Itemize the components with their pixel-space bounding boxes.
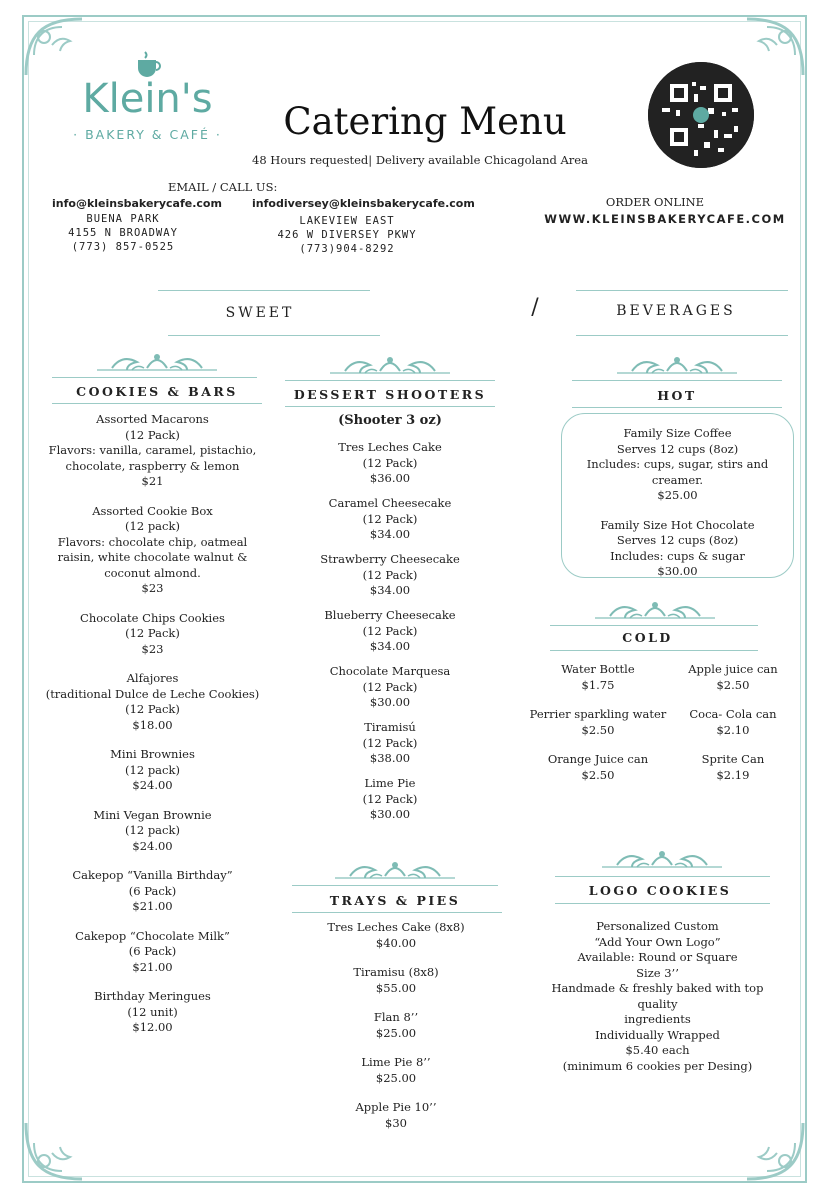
menu-item-price: $40.00	[375, 935, 417, 950]
drink-name: Water Bottle	[561, 662, 635, 676]
logo-cookies-line: (minimum 6 cookies per Desing)	[562, 1058, 753, 1073]
menu-item-line: (6 Pack)	[128, 944, 177, 958]
drink-price: $2.50	[716, 677, 750, 692]
menu-item-price: $30	[385, 1115, 407, 1130]
logo-cookies-line: $5.40 each	[625, 1043, 690, 1057]
location-lakeview-east	[262, 214, 432, 256]
menu-item	[40, 504, 265, 597]
menu-item-line: Cakepop “Vanilla Birthday”	[72, 868, 233, 882]
category-logo-cookies: LOGO COOKIES	[588, 883, 732, 898]
ornament-icon	[92, 350, 222, 376]
menu-item-line: (traditional Dulce de Leche Cookies)	[45, 686, 260, 701]
divider	[555, 876, 770, 877]
order-online-link[interactable]: WWW.KLEINSBAKERYCAFE.COM	[544, 212, 786, 226]
menu-item-line: (12 Pack)	[125, 702, 180, 716]
menu-item-line: (12 Pack)	[125, 626, 180, 640]
divider	[572, 380, 782, 381]
menu-item	[40, 808, 265, 855]
menu-item-price: $36.00	[369, 471, 411, 485]
location-name: LAKEVIEW EAST	[299, 215, 395, 227]
divider	[555, 903, 770, 904]
menu-item-line: Alfajores	[126, 671, 179, 685]
menu-item	[285, 776, 495, 823]
menu-item-line: raisin, white chocolate walnut &	[57, 550, 248, 564]
menu-item	[40, 929, 265, 976]
menu-item-price: $12.00	[132, 1020, 173, 1034]
menu-item	[285, 608, 495, 655]
logo-cookies-line: Available: Round or Square	[577, 950, 738, 964]
menu-item-price: $21.00	[132, 899, 173, 913]
divider	[576, 290, 788, 291]
cold-drink-item	[671, 662, 795, 693]
menu-item-price: $24.00	[132, 838, 173, 853]
menu-item-line: Cakepop “Chocolate Milk”	[75, 928, 230, 943]
drink-price: $2.10	[716, 722, 750, 737]
menu-item-line: (12 Pack)	[362, 511, 418, 526]
divider	[285, 406, 495, 407]
menu-item-price: $25.00	[657, 488, 698, 502]
cold-drink-item	[671, 752, 795, 783]
menu-item-price: $34.00	[369, 527, 411, 541]
divider	[292, 885, 498, 886]
menu-item-line: coconut almond.	[104, 565, 201, 580]
section-divider: /	[531, 295, 539, 320]
corner-ornament-icon	[737, 1113, 807, 1183]
category-cold: COLD	[622, 630, 673, 645]
location-buena-park	[48, 212, 198, 254]
divider	[550, 625, 758, 626]
menu-item-line: Assorted Macarons	[96, 412, 209, 426]
qr-code-icon[interactable]	[648, 62, 754, 168]
menu-item	[290, 1055, 502, 1086]
menu-item	[40, 989, 265, 1036]
menu-item-line: (6 Pack)	[128, 883, 177, 898]
menu-item-price: $30.00	[369, 807, 411, 821]
menu-item	[285, 664, 495, 711]
logo-cookies-info	[530, 919, 785, 1074]
menu-item-line: Strawberry Cheesecake	[320, 552, 460, 566]
menu-item-price: $21.00	[132, 959, 173, 974]
menu-item-price: $25.00	[375, 1025, 417, 1040]
menu-item-line: (12 Pack)	[362, 791, 418, 806]
location-phone[interactable]: (773)904-8292	[299, 243, 395, 255]
ornament-icon	[330, 858, 460, 884]
divider	[550, 650, 758, 651]
menu-item	[40, 747, 265, 794]
menu-item-price: $55.00	[375, 980, 417, 995]
menu-item	[40, 611, 265, 658]
menu-item-price: $18.00	[132, 717, 173, 732]
menu-item-line: Lime Pie	[364, 776, 416, 790]
menu-item-line: Flavors: chocolate chip, oatmeal	[57, 534, 248, 549]
drink-name: Perrier sparkling water	[529, 707, 667, 721]
menu-item-line: (12 Pack)	[362, 455, 418, 470]
email-link-buena-park[interactable]: info@kleinsbakerycafe.com	[52, 197, 222, 210]
drink-price: $2.50	[581, 767, 615, 782]
menu-item-line: Family Size Hot Chocolate	[600, 517, 755, 532]
menu-item-line: Tres Leches Cake	[338, 440, 442, 454]
section-beverages: BEVERAGES	[616, 303, 736, 319]
menu-item-line: Flavors: vanilla, caramel, pistachio,	[48, 443, 257, 457]
menu-item-price: $23	[141, 641, 164, 656]
ornament-icon	[612, 353, 742, 379]
divider	[572, 407, 782, 408]
menu-item-line: (12 Pack)	[125, 427, 180, 442]
page-subtitle: 48 Hours requested| Delivery available Chicagoland Area	[252, 153, 588, 167]
menu-item-price: $30.00	[657, 564, 698, 578]
menu-item-line: Family Size Coffee	[623, 426, 732, 440]
menu-item-price: $34.00	[369, 639, 411, 653]
location-phone[interactable]: (773) 857-0525	[71, 241, 175, 253]
menu-item	[40, 412, 265, 490]
dessert-shooters-list	[285, 440, 495, 832]
menu-item-line: Includes: cups, sugar, stirs and creamer.	[586, 457, 769, 487]
divider	[576, 335, 788, 336]
menu-item-line: Caramel Cheesecake	[328, 496, 452, 510]
brand-name: Klein's	[82, 76, 213, 122]
menu-item	[290, 1010, 502, 1041]
drink-price: $1.75	[581, 677, 615, 692]
menu-item-line: (12 unit)	[127, 1004, 178, 1019]
menu-item-line: Chocolate Marquesa	[329, 664, 451, 678]
menu-item	[561, 518, 794, 580]
menu-item	[285, 552, 495, 599]
menu-item-line: Tiramisú	[364, 720, 416, 734]
menu-item-line: Apple Pie 10’’	[355, 1100, 437, 1114]
shooter-size-note: (Shooter 3 oz)	[338, 413, 442, 428]
divider	[285, 380, 495, 381]
category-dessert-shooters: DESSERT SHOOTERS	[293, 387, 487, 402]
menu-item-line: Includes: cups & sugar	[610, 548, 745, 563]
cold-drink-item	[525, 752, 671, 783]
menu-item	[40, 671, 265, 733]
logo-cookies-line: Handmade & freshly baked with top quality	[551, 981, 764, 1011]
contact-label: EMAIL / CALL US:	[168, 180, 278, 194]
menu-item-price: $30.00	[369, 695, 411, 709]
menu-item-line: (12 Pack)	[362, 567, 418, 582]
menu-item-line: (12 Pack)	[362, 735, 418, 750]
drink-name: Sprite Can	[701, 752, 765, 766]
cookies-bars-list	[40, 412, 265, 1050]
ornament-icon	[597, 847, 727, 873]
logo-cookies-line: Individually Wrapped	[595, 1027, 720, 1042]
cold-drink-item	[671, 707, 795, 738]
drink-name: Orange Juice can	[547, 752, 649, 766]
menu-item	[290, 920, 502, 951]
trays-pies-list	[290, 920, 502, 1145]
cold-drink-item	[525, 707, 671, 738]
email-link-diversey[interactable]: infodiversey@kleinsbakerycafe.com	[252, 197, 475, 210]
menu-item	[290, 1100, 502, 1131]
logo-cookies-line: Personalized Custom	[596, 919, 719, 933]
menu-item-line: Chocolate Chips Cookies	[80, 610, 225, 625]
menu-item-line: Lime Pie 8’’	[361, 1055, 431, 1069]
logo-cookies-line: “Add Your Own Logo”	[594, 934, 721, 949]
menu-item-price: $38.00	[369, 751, 411, 765]
location-street: 426 W DIVERSEY PKWY	[277, 229, 417, 241]
menu-item	[40, 868, 265, 915]
divider	[292, 912, 502, 913]
cold-drinks-grid	[525, 662, 795, 783]
menu-item-line: Assorted Cookie Box	[92, 503, 213, 518]
ornament-icon	[590, 598, 720, 624]
menu-item-line: Flan 8’’	[373, 1010, 419, 1024]
menu-item-line: (12 pack)	[125, 519, 180, 533]
menu-item	[561, 426, 794, 504]
logo-cookies-line: ingredients	[624, 1012, 691, 1026]
drink-price: $2.50	[581, 722, 615, 737]
menu-item-price: $25.00	[375, 1070, 417, 1085]
divider	[158, 290, 370, 291]
menu-item	[290, 965, 502, 996]
menu-item-line: Serves 12 cups (8oz)	[616, 441, 739, 456]
menu-item-line: chocolate, raspberry & lemon	[65, 458, 240, 473]
menu-item-line: (12 pack)	[125, 762, 180, 777]
corner-ornament-icon	[22, 15, 92, 85]
cold-drink-item	[525, 662, 671, 693]
drink-price: $2.19	[716, 767, 750, 782]
menu-item-line: Serves 12 cups (8oz)	[616, 533, 739, 547]
menu-item	[285, 720, 495, 767]
hot-drinks-list	[561, 426, 794, 594]
menu-item-price: $34.00	[369, 583, 411, 597]
location-name: BUENA PARK	[86, 213, 160, 225]
menu-item	[285, 440, 495, 487]
menu-item-line: Birthday Meringues	[94, 989, 211, 1003]
menu-item	[285, 496, 495, 543]
menu-item-line: (12 Pack)	[362, 623, 418, 638]
logo-cookies-line: Size 3’’	[636, 965, 679, 980]
menu-item-line: Blueberry Cheesecake	[324, 608, 456, 622]
menu-item-price: $23	[141, 581, 164, 595]
drink-name: Apple juice can	[688, 662, 778, 676]
divider	[168, 335, 380, 336]
divider	[52, 403, 262, 404]
corner-ornament-icon	[22, 1113, 92, 1183]
menu-item-line: Mini Vegan Brownie	[93, 807, 212, 822]
menu-item-price: $24.00	[132, 778, 173, 792]
category-hot: HOT	[657, 388, 697, 403]
category-trays-pies: TRAYS & PIES	[329, 893, 461, 908]
ornament-icon	[325, 353, 455, 379]
drink-name: Coca- Cola can	[689, 707, 777, 721]
menu-item-line: Tres Leches Cake (8x8)	[327, 920, 465, 934]
menu-item-line: Mini Brownies	[110, 747, 195, 761]
menu-item-line: (12 Pack)	[362, 679, 418, 694]
order-online-label: ORDER ONLINE	[605, 195, 705, 209]
corner-ornament-icon	[737, 15, 807, 85]
menu-item-price: $21	[141, 474, 164, 488]
divider	[52, 377, 257, 378]
section-sweet: SWEET	[225, 305, 295, 321]
page-title: Catering Menu	[283, 100, 567, 143]
location-street: 4155 N BROADWAY	[68, 227, 178, 239]
category-cookies-bars: COOKIES & BARS	[76, 384, 238, 399]
brand-tagline: · BAKERY & CAFÉ ·	[73, 127, 222, 142]
menu-item-line: (12 pack)	[125, 823, 180, 837]
menu-item-line: Tiramisu (8x8)	[353, 965, 439, 979]
